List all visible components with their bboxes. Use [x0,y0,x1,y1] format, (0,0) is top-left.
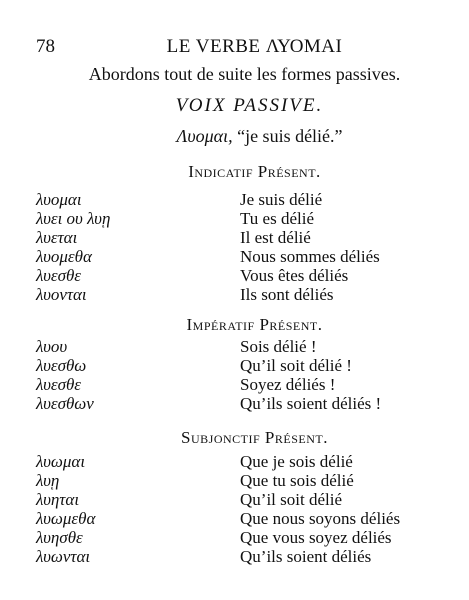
conjugation-row [36,247,456,266]
page-number: 78 [36,36,55,57]
greek-form: λυεσθω [36,356,87,375]
french-translation: Qu’il soit délié ! [240,356,352,375]
french-translation: Il est délié [240,228,311,247]
greek-form: λυεται [36,228,78,247]
conjugation-row [36,190,456,209]
conjugation-row [36,266,456,285]
conjugation-table-imperatif [36,337,456,413]
voice-title: VOIX PASSIVE. [175,95,324,116]
greek-form: λυεσθε [36,375,82,394]
greek-form: λυει ου λυῃ [36,209,111,228]
greek-form: λυεσθε [36,266,82,285]
example-line [0,126,469,147]
french-translation: Qu’ils soient déliés [240,547,372,566]
greek-form: λυωμεθα [36,509,96,528]
example-translation: “je suis délié.” [237,126,343,146]
french-translation: Tu es délié [240,209,314,228]
conjugation-row [36,375,456,394]
greek-form: λυωμαι [36,452,86,471]
french-translation: Vous êtes déliés [240,266,349,285]
conjugation-row [36,394,456,413]
greek-form: λυῃ [36,471,60,490]
conjugation-row [36,285,456,304]
french-translation: Soyez déliés ! [240,375,336,394]
greek-form: λυομεθα [36,247,92,266]
conjugation-row [36,209,456,228]
conjugation-row [36,509,456,528]
conjugation-row [36,490,456,509]
greek-form: λυεσθων [36,394,94,413]
conjugation-table-subjonctif [36,452,456,566]
french-translation: Nous sommes déliés [240,247,380,266]
french-translation: Que nous soyons déliés [240,509,401,528]
greek-form: λυησθε [36,528,83,547]
conjugation-row [36,356,456,375]
french-translation: Qu’il soit délié [240,490,342,509]
conjugation-row [36,471,456,490]
french-translation: Je suis délié [240,190,323,209]
greek-form: λυου [36,337,68,356]
french-translation: Ils sont déliés [240,285,334,304]
conjugation-row [36,528,456,547]
greek-form: λυονται [36,285,87,304]
running-title: LE VERBE ΛΥΟΜΑΙ [166,36,343,57]
intro-text: Abordons tout de suite les formes passives. [88,64,401,84]
conjugation-row [36,337,456,356]
section-title-indicatif: Indicatif Présent. [188,162,321,181]
example-greek: Λυομαι, [176,126,233,146]
french-translation: Que vous soyez déliés [240,528,392,547]
greek-form: λυομαι [36,190,82,209]
greek-form: λυωνται [36,547,91,566]
conjugation-row [36,547,456,566]
section-title-subjonctif: Subjonctif Présent. [181,428,328,447]
french-translation: Qu’ils soient déliés ! [240,394,382,413]
french-translation: Que tu sois délié [240,471,354,490]
french-translation: Sois délié ! [240,337,317,356]
conjugation-table-indicatif [36,190,456,304]
greek-form: λυηται [36,490,80,509]
conjugation-row [36,452,456,471]
page-header [36,36,433,58]
section-title-imperatif: Impératif Présent. [186,315,323,334]
french-translation: Que je sois délié [240,452,353,471]
conjugation-row [36,228,456,247]
